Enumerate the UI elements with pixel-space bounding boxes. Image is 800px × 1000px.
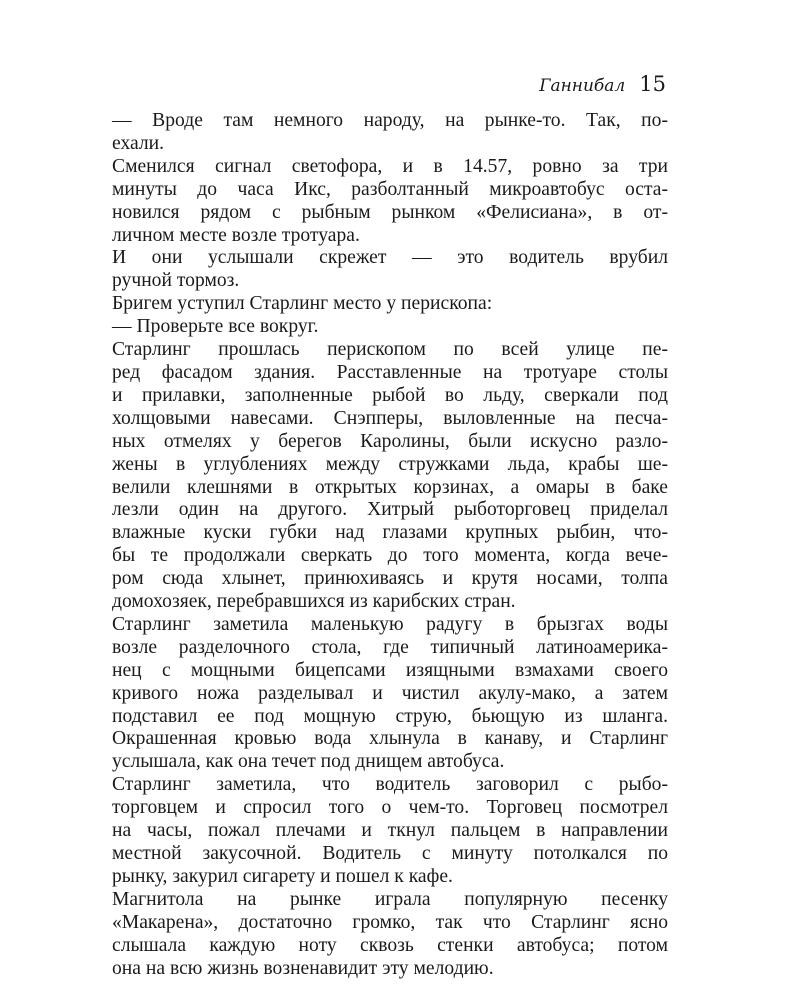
text-line: жены в углублениях между стружками льда, крабы ше- xyxy=(112,453,668,475)
text-line: кривого ножа разделывал и чистил акулу-мако, а затем xyxy=(112,682,668,704)
body-text xyxy=(112,110,668,980)
text-line: ред фасадом здания. Расставленные на тротуаре столы xyxy=(112,361,668,383)
text-line: велили клешнями в открытых корзинах, а омары в баке xyxy=(112,476,668,498)
text-line: — Вроде там немного народу, на рынке-то. Так, по- xyxy=(112,110,668,131)
paragraph xyxy=(112,156,668,248)
paragraph xyxy=(112,339,668,614)
paragraph xyxy=(112,889,668,981)
page-number: 15 xyxy=(639,72,666,96)
paragraph xyxy=(112,774,668,889)
text-line: Магнитола на рынке играла популярную песенку xyxy=(112,888,668,910)
text-line: «Макарена», достаточно громко, так что Старлинг ясно xyxy=(112,911,668,933)
running-head xyxy=(539,72,666,96)
text-line: И они услышали скрежет — это водитель врубил xyxy=(112,247,668,269)
text-line: и прилавки, заполненные рыбой во льду, сверкали под xyxy=(112,384,668,406)
text-line: услышала, как она течет под днищем автобуса. xyxy=(112,751,505,773)
text-line: на часы, пожал плечами и ткнул пальцем в направлении xyxy=(112,820,668,842)
text-line: ром сюда хлынет, принюхиваясь и крутя носами, толпа xyxy=(112,568,668,590)
text-line: торговцем и спросил того о чем-то. Торговец посмотрел xyxy=(112,797,668,819)
text-line: бы те продолжали сверкать до того момента, когда вече- xyxy=(112,545,668,567)
paragraph xyxy=(112,614,668,774)
text-line: возле разделочного стола, где типичный латиноамерика- xyxy=(112,636,668,658)
text-line: домохозяек, перебравшихся из карибских стран. xyxy=(112,591,516,613)
text-line: Бригем уступил Старлинг место у перископа: xyxy=(112,293,493,315)
text-line: слышала каждую ноту сквозь стенки автобуса; потом xyxy=(112,934,668,956)
text-line: рынку, закурил сигарету и пошел к кафе. xyxy=(112,865,453,887)
text-line: лезли один на другого. Хитрый рыботорговец приделал xyxy=(112,499,668,521)
text-line: нец с мощными бицепсами изящными взмахами своего xyxy=(112,659,668,681)
paragraph xyxy=(112,316,668,339)
paragraph xyxy=(112,293,668,316)
paragraph xyxy=(112,110,668,156)
text-line: — Проверьте все вокруг. xyxy=(112,316,319,338)
text-line: Старлинг прошлась перископом по всей улице пе- xyxy=(112,339,668,361)
text-line: минуты до часа Икс, разболтанный микроавтобус оста- xyxy=(112,178,668,200)
text-line: ехали. xyxy=(112,132,165,154)
text-line: местной закусочной. Водитель с минуту потолкался по xyxy=(112,843,668,864)
text-line: ных отмелях у берегов Каролины, были искусно разло- xyxy=(112,430,668,452)
text-line: влажные куски губки над глазами крупных рыбин, что- xyxy=(112,522,668,544)
text-line: Сменился сигнал светофора, и в 14.57, ровно за три xyxy=(112,155,668,177)
text-line: холщовыми навесами. Снэпперы, выловленные на песча- xyxy=(112,407,668,429)
text-line: Старлинг заметила маленькую радугу в брызгах воды xyxy=(112,613,668,635)
paragraph xyxy=(112,247,668,293)
text-line: личном месте возле тротуара. xyxy=(112,224,360,246)
text-line: новился рядом с рыбным рынком «Фелисиана», в от- xyxy=(112,201,668,223)
text-line: Старлинг заметила, что водитель заговорил с рыбо- xyxy=(112,774,668,796)
running-title: Ганнибал xyxy=(539,76,626,96)
text-line: она на всю жизнь возненавидит эту мелодию. xyxy=(112,957,494,979)
text-line: подставил ее под мощную струю, бьющую из шланга. xyxy=(112,705,668,727)
text-line: Окрашенная кровью вода хлынула в канаву, и Старлинг xyxy=(112,728,668,750)
text-line: ручной тормоз. xyxy=(112,270,240,292)
